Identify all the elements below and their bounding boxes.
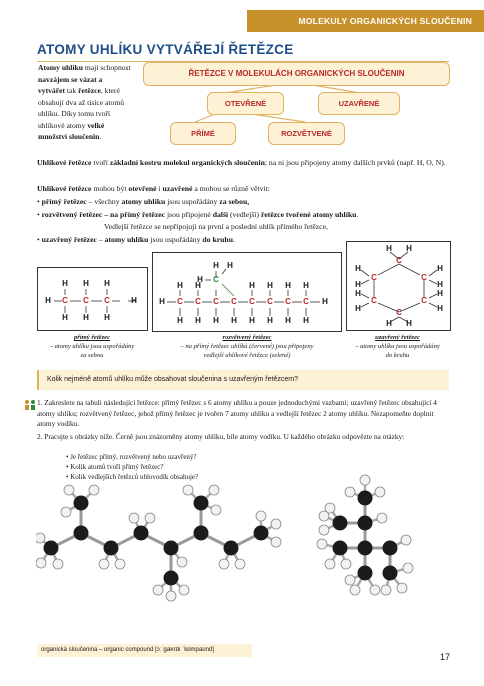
- carbon-ball: [194, 526, 209, 541]
- carbon-ball: [74, 496, 89, 511]
- carbon-ball: [164, 571, 179, 586]
- h-atom: H: [104, 279, 110, 288]
- h-atom: H: [355, 264, 361, 273]
- h-atom: H: [213, 261, 219, 270]
- c-atom: C: [104, 296, 110, 305]
- h-atom: H: [249, 281, 255, 290]
- diagram-root: ŘETĚZCE V MOLEKULÁCH ORGANICKÝCH SLOUČENIN: [143, 62, 450, 86]
- carbon-ball: [134, 526, 149, 541]
- hydrogen-ball: [271, 519, 281, 529]
- carbon-ball: [358, 541, 373, 556]
- c-atom: C: [231, 297, 237, 306]
- carbon-ball: [358, 566, 373, 581]
- hydrogen-ball: [179, 585, 189, 595]
- diagram-closed: UZAVŘENÉ: [318, 92, 400, 115]
- question-box: Kolik nejméně atomů uhlíku může obsahovat sloučenina s uzavřeným řetězcem?: [37, 370, 449, 390]
- hydrogen-ball: [256, 511, 266, 521]
- c-atom: C: [195, 297, 201, 306]
- c-atom: C: [83, 296, 89, 305]
- h-atom: H: [195, 281, 201, 290]
- h-atom: H: [406, 244, 412, 253]
- hydrogen-ball: [129, 513, 139, 523]
- hydrogen-ball: [61, 507, 71, 517]
- paragraph-chains: Uhlíkové řetězce tvoří základní kostru molekul organických sloučenin; na ni jsou připojeny atomy dalších prvků (např. H, O, N).: [37, 158, 446, 167]
- hydrogen-ball: [377, 513, 387, 523]
- bullet-branched-note: Vedlejší řetězce se nepřipojují na první a poslední uhlík přímého řetězce,: [104, 222, 328, 231]
- h-atom: H: [437, 289, 443, 298]
- task-2: 2. Pracujte s obrázky níže. Černě jsou znázorněny atomy uhlíku, bíle atomy vodíku. U každého obrázku odpovězte na otázky:: [37, 432, 405, 441]
- hydrogen-ball: [166, 591, 176, 601]
- hydrogen-ball: [53, 559, 63, 569]
- list-item: • Je řetězec přímý, rozvětvený nebo uzavřený?: [66, 453, 197, 461]
- h-atom: H: [83, 279, 89, 288]
- h-atom: H: [131, 296, 137, 305]
- c-atom-branch: C: [213, 275, 219, 284]
- c-atom: C: [213, 297, 219, 306]
- h-atom: H: [267, 281, 273, 290]
- h-atom: H: [437, 304, 443, 313]
- caption-straight: přímý řetězec – atomy uhlíku jsou uspořádány za sebou: [49, 334, 135, 359]
- page-number: 17: [440, 652, 451, 662]
- hydrogen-ball: [64, 485, 74, 495]
- h-atom: H: [355, 304, 361, 313]
- hydrogen-ball: [115, 559, 125, 569]
- h-atom: H: [45, 296, 51, 305]
- hydrogen-ball: [317, 539, 327, 549]
- h-atom: H: [437, 280, 443, 289]
- straight-chain-structure: [37, 267, 148, 331]
- hydrogen-ball: [375, 487, 385, 497]
- carbon-ball: [104, 541, 119, 556]
- h-atom: H: [322, 297, 328, 306]
- carbon-ball: [74, 526, 89, 541]
- hydrogen-ball: [345, 487, 355, 497]
- c-atom: C: [303, 297, 309, 306]
- branched-chain-structure: [152, 252, 342, 332]
- hydrogen-ball: [319, 525, 329, 535]
- h-atom: H: [159, 297, 165, 306]
- h-atom: H: [267, 316, 273, 325]
- group-work-icon: [24, 399, 36, 410]
- hydrogen-ball: [370, 585, 380, 595]
- h-atom: H: [195, 316, 201, 325]
- section-header: MOLEKULY ORGANICKÝCH SLOUČENIN: [247, 10, 484, 32]
- hydrogen-ball: [219, 559, 229, 569]
- carbon-ball: [358, 516, 373, 531]
- h-atom: H: [197, 275, 203, 284]
- h-atom: H: [104, 313, 110, 322]
- c-atom: C: [285, 297, 291, 306]
- h-atom: H: [249, 316, 255, 325]
- c-atom: C: [371, 273, 377, 282]
- hydrogen-ball: [341, 559, 351, 569]
- carbon-ball: [358, 491, 373, 506]
- carbon-ball: [164, 541, 179, 556]
- list-item: • Kolik atomů tvoří přímý řetězec?: [66, 462, 164, 471]
- hydrogen-ball: [153, 585, 163, 595]
- task-1: 1. Zakreslete na tabuli následující řetězce: přímý řetězec s 6 atomy uhlíku a pouze jednoduchými vazbami; uzavřený řetězec obsahující 4 atomy uhlíku; rozvětvený řetězec, jehož přímý řetězec je tvořen 7 atomy uhlíku a vedlejší řetězec 2 atomy uhlíku. Nezapomeňte doplnit atomy vodíku.: [37, 398, 437, 428]
- hydrogen-ball: [89, 485, 99, 495]
- h-atom: H: [177, 316, 183, 325]
- h-atom: H: [177, 281, 183, 290]
- ball-stick-model-right: [310, 468, 455, 618]
- hydrogen-ball: [401, 535, 411, 545]
- c-atom: C: [421, 273, 427, 282]
- vocabulary-footer: organická sloučenina – organic compound [ɔːˈgænɪk ˈkɒmpaʊnd]: [37, 644, 252, 657]
- h-atom: H: [386, 319, 392, 328]
- h-atom: H: [213, 316, 219, 325]
- h-atom: H: [303, 316, 309, 325]
- h-atom: H: [227, 261, 233, 270]
- h-atom: H: [83, 313, 89, 322]
- hydrogen-ball: [36, 558, 46, 568]
- carbon-ball: [254, 526, 269, 541]
- c-atom: C: [371, 296, 377, 305]
- h-atom: H: [437, 264, 443, 273]
- hydrogen-ball: [360, 475, 370, 485]
- h-atom: H: [62, 313, 68, 322]
- ball-stick-model-left: [36, 478, 296, 628]
- carbon-ball: [383, 541, 398, 556]
- c-atom: C: [396, 308, 402, 317]
- hydrogen-ball: [211, 505, 221, 515]
- hydrogen-ball: [183, 485, 193, 495]
- h-atom: H: [406, 319, 412, 328]
- bullet-closed: • uzavřený řetězec – atomy uhlíku jsou uspořádány do kruhu.: [37, 235, 235, 244]
- intro-paragraph: Atomy uhlíku mají schopnost navzájem se vázat a vytvářet tak řetězce, které obsahují dva až tisíce atomů uhlíku. Díky tomu tvoří uhlíkové atomy velké množství sloučenin.: [38, 63, 131, 141]
- carbon-ball: [383, 566, 398, 581]
- diagram-open: OTEVŘENÉ: [207, 92, 284, 115]
- h-atom: H: [303, 281, 309, 290]
- carbon-ball: [333, 516, 348, 531]
- hydrogen-ball: [177, 557, 187, 567]
- bullet-straight: • přímý řetězec – všechny atomy uhlíku jsou uspořádány za sebou,: [37, 197, 250, 206]
- caption-ring: uzavřený řetězec – atomy uhlíku jsou uspořádány do kruhu: [355, 334, 440, 359]
- h-atom: H: [231, 316, 237, 325]
- diagram-branched: ROZVĚTVENÉ: [268, 122, 345, 145]
- hydrogen-ball: [235, 559, 245, 569]
- c-atom: C: [267, 297, 273, 306]
- carbon-ball: [224, 541, 239, 556]
- hydrogen-ball: [145, 513, 155, 523]
- c-atom: C: [396, 256, 402, 265]
- list-item: • Kolik vedlejších řetězců uhlovodík obsahuje?: [66, 472, 199, 481]
- hydrogen-ball: [350, 585, 360, 595]
- h-atom: H: [355, 289, 361, 298]
- page-title: ATOMY UHLÍKU VYTVÁŘEJÍ ŘETĚZCE: [37, 42, 294, 57]
- c-atom: C: [249, 297, 255, 306]
- hydrogen-ball: [325, 559, 335, 569]
- c-atom: C: [177, 297, 183, 306]
- hydrogen-ball: [345, 575, 355, 585]
- h-atom: H: [285, 281, 291, 290]
- paragraph-types: Uhlíkové řetězce mohou být otevřené i uzavřené a mohou se různě větvit:: [37, 184, 270, 193]
- carbon-ball: [333, 541, 348, 556]
- bullet-branched: • rozvětvený řetězec – na přímý řetězec jsou připojené další (vedlejší) řetězce tvořené atomy uhlíku.: [37, 210, 359, 219]
- hydrogen-ball: [99, 559, 109, 569]
- hydrogen-ball: [271, 537, 281, 547]
- hydrogen-ball: [403, 563, 413, 573]
- hydrogen-ball: [397, 583, 407, 593]
- diagram-straight: PŘÍMÉ: [170, 122, 236, 145]
- hydrogen-ball: [36, 533, 45, 543]
- hydrogen-ball: [209, 485, 219, 495]
- h-atom: H: [285, 316, 291, 325]
- hydrogen-ball: [381, 585, 391, 595]
- h-atom: H: [355, 280, 361, 289]
- c-atom: C: [421, 296, 427, 305]
- carbon-ball: [194, 496, 209, 511]
- hydrogen-ball: [325, 503, 335, 513]
- h-atom: H: [386, 244, 392, 253]
- carbon-ball: [44, 541, 59, 556]
- h-atom: H: [62, 279, 68, 288]
- c-atom: C: [62, 296, 68, 305]
- ring-structure: [346, 241, 451, 331]
- caption-branched: rozvětvený řetězec – na přímý řetězec uhlíků (červené) jsou připojeny vedlejší uhlíkové řetězce (zelené): [180, 334, 314, 359]
